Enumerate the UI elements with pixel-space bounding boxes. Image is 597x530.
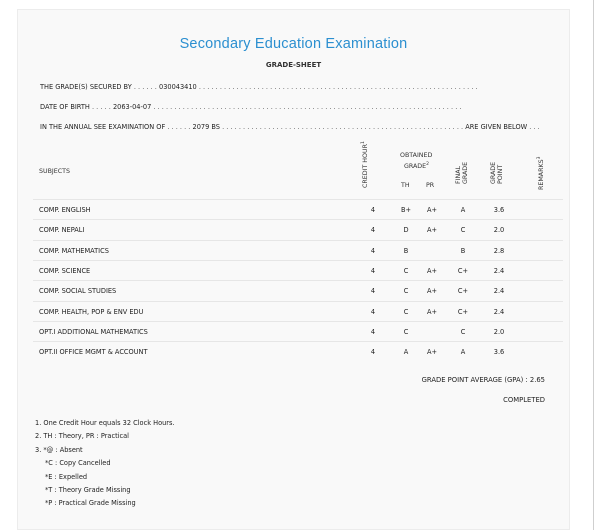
symbol-number: 030043410 <box>159 83 197 91</box>
credit-hour: 4 <box>370 307 376 316</box>
subject-name: OPT.II OFFICE MGMT & ACCOUNT <box>39 348 148 357</box>
exam-suffix: ARE GIVEN BELOW <box>465 123 528 131</box>
table-row <box>33 301 563 322</box>
final-grade: C+ <box>457 307 469 316</box>
th-grade: C <box>403 266 409 275</box>
final-grade: C <box>460 327 466 336</box>
subject-name: COMP. NEPALI <box>39 226 85 235</box>
credit-hour: 4 <box>370 266 376 275</box>
table-row <box>33 321 563 342</box>
grade-point: 2.0 <box>493 327 505 336</box>
th-grade: D <box>403 226 409 235</box>
th-grade: A <box>403 348 409 357</box>
subject-name: COMP. SCIENCE <box>39 266 91 275</box>
final-grade: A <box>460 348 466 357</box>
grade-point: 2.4 <box>493 307 505 316</box>
col-remarks: REMARKS$^3$ <box>537 156 546 190</box>
footnote-sub: *E : Expelled <box>45 472 88 481</box>
table-row <box>33 260 563 281</box>
pr-grade: A+ <box>426 266 438 275</box>
sheet-subtitle: GRADE-SHEET <box>265 61 322 69</box>
table-row <box>33 219 563 240</box>
credit-hour: 4 <box>370 206 376 214</box>
th-grade: B <box>403 246 409 255</box>
credit-hour: 4 <box>370 287 376 296</box>
credit-hour: 4 <box>370 327 376 336</box>
footnotes <box>35 417 175 511</box>
pr-grade: A+ <box>426 287 438 296</box>
col-subjects: SUBJECTS <box>39 168 71 175</box>
table-row <box>33 341 563 362</box>
grade-point: 2.8 <box>493 246 505 255</box>
footnote: 2. TH : Theory, PR : Practical <box>35 432 130 441</box>
final-grade: B <box>460 246 466 255</box>
credit-hour: 4 <box>370 246 376 255</box>
col-grade-point: GRADE POINT <box>490 161 505 184</box>
result-status: COMPLETED <box>503 396 545 404</box>
subject-name: COMP. SOCIAL STUDIES <box>39 287 117 296</box>
col-obtained: OBTAINED <box>400 152 433 159</box>
subject-name: COMP. ENGLISH <box>39 206 91 214</box>
scrollbar-edge <box>593 0 594 530</box>
exam-year: 2079 BS <box>192 123 220 131</box>
dob-label: DATE OF BIRTH <box>40 103 90 111</box>
gpa-summary: GRADE POINT AVERAGE (GPA) : 2.65 <box>421 376 545 384</box>
grade-point: 2.4 <box>493 266 505 275</box>
pr-grade: A+ <box>426 206 438 214</box>
col-credit-hour: CREDIT HOUR$^1$ <box>361 141 370 188</box>
subject-name: COMP. MATHEMATICS <box>39 246 109 255</box>
final-grade: A <box>460 206 466 214</box>
table-row <box>33 240 563 261</box>
dob-value: 2063-04-07 <box>112 103 152 111</box>
credit-hour: 4 <box>370 348 376 357</box>
exam-line: IN THE ANNUAL SEE EXAMINATION OF . . . . . . 2079 BS . . . . . . . . . . . . . . . . . . . . . . . . . . . . . . . . . . . . . . . . . . . . . . . . . . . . . . . . . . ARE GIVEN BELOW . . . <box>40 123 540 131</box>
final-grade: C <box>460 226 466 235</box>
th-grade: B+ <box>400 206 412 214</box>
dob-line: DATE OF BIRTH . . . . . 2063-04-07 . . . . . . . . . . . . . . . . . . . . . . . . . . . . . . . . . . . . . . . . . . . . . . . . . . . . . . . . . . . . . . . . . . . . . . . . . . <box>40 103 462 111</box>
table-row <box>33 199 563 220</box>
page-title: Secondary Education Examination <box>179 36 408 52</box>
table-row <box>33 280 563 301</box>
final-grade: C+ <box>457 266 469 275</box>
footnote: 3. *@ : Absent <box>35 445 83 454</box>
grade-sheet <box>17 9 570 530</box>
pr-grade: A+ <box>426 226 438 235</box>
grade-secured-line: THE GRADE(S) SECURED BY . . . . . . 030043410 . . . . . . . . . . . . . . . . . . . . . . . . . . . . . . . . . . . . . . . . . . . . . . . . . . . . . . . . . . . . . . . . . . . <box>40 83 478 91</box>
footnote-sub: *C : Copy Cancelled <box>45 459 111 468</box>
col-th: TH <box>401 182 410 189</box>
col-final-grade: FINAL GRADE <box>455 161 470 184</box>
exam-prefix: IN THE ANNUAL SEE EXAMINATION OF <box>40 123 166 131</box>
grade-point: 2.4 <box>493 287 505 296</box>
subject-name: COMP. HEALTH, POP & ENV EDU <box>39 307 144 316</box>
footnote: 1. One Credit Hour equals 32 Clock Hours. <box>35 419 175 427</box>
grade-point: 3.6 <box>493 348 505 357</box>
col-obtained-grade: GRADE$^2$ <box>404 162 430 171</box>
credit-hour: 4 <box>370 226 376 235</box>
grade-point: 3.6 <box>493 206 505 214</box>
grade-secured-label: THE GRADE(S) SECURED BY <box>40 83 132 91</box>
footnote-sub: *T : Theory Grade Missing <box>45 486 131 495</box>
pr-grade: A+ <box>426 348 438 357</box>
pr-grade: A+ <box>426 307 438 316</box>
th-grade: C <box>403 287 409 296</box>
final-grade: C+ <box>457 287 469 296</box>
th-grade: C <box>403 327 409 336</box>
footnote-sub: *P : Practical Grade Missing <box>45 499 136 508</box>
col-pr: PR <box>426 182 435 189</box>
subject-name: OPT.I ADDITIONAL MATHEMATICS <box>39 327 148 336</box>
grade-point: 2.0 <box>493 226 505 235</box>
th-grade: C <box>403 307 409 316</box>
